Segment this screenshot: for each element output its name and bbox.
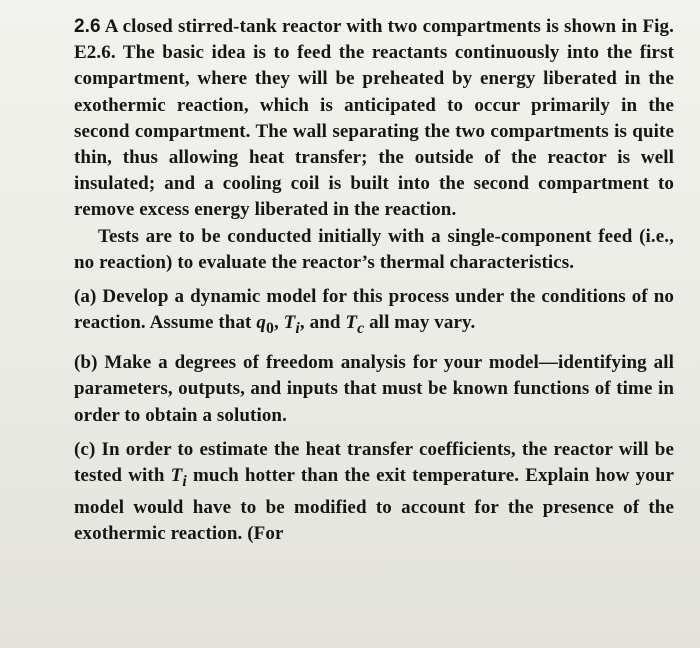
var-t-i: T bbox=[283, 312, 296, 334]
problem-intro-paragraph bbox=[74, 14, 674, 224]
var-t-i-c: T bbox=[170, 465, 183, 487]
part-c bbox=[74, 437, 674, 548]
problem-intro: A closed stirred-tank reactor with two compartments is shown in Fig. E2.6. The basic idea is to feed the reactants continuously into the first compartment, where they will be preheated by energy liberated in the exothermic reaction, which is anticipated to occur primarily in the second compartment. The wall separating the two compartments is quite thin, thus allowing heat transfer; the outside of the reactor is well insulated; and a cooling coil is built into the second compartment to remove excess energy liberated in the reaction. bbox=[74, 16, 674, 221]
problem-number: 2.6 bbox=[74, 16, 101, 37]
part-a bbox=[74, 284, 674, 342]
part-a-label: (a) bbox=[74, 286, 97, 308]
sub-i-c: i bbox=[182, 472, 187, 490]
tests-paragraph: Tests are to be conducted initially with a single-component feed (i.e., no reaction) to evaluate the reactor’s thermal characteristics. bbox=[74, 225, 674, 273]
var-t-c: T bbox=[345, 312, 358, 334]
sub-i: i bbox=[295, 320, 300, 338]
part-b-label: (b) bbox=[74, 352, 98, 374]
problem-text bbox=[74, 14, 674, 547]
part-a-text-2: all may vary. bbox=[364, 312, 476, 334]
part-a-sep-2: , and bbox=[299, 312, 346, 334]
part-a-sep-1: , bbox=[273, 312, 284, 334]
part-c-label: (c) bbox=[74, 438, 96, 460]
sub-q: 0 bbox=[265, 320, 274, 338]
part-b-text: Make a degrees of freedom analysis for your model—identifying all parameters, outputs, and inputs that must be known functions of time in order to obtain a solution. bbox=[74, 352, 674, 426]
part-c-text-1: In order to estimate the heat transfer coefficients, the reactor will be tested with bbox=[74, 438, 674, 487]
part-b bbox=[74, 350, 674, 429]
part-a-text-1: Develop a dynamic model for this process under the conditions of no reaction. Assume that bbox=[74, 286, 674, 334]
part-c-text-2: much hotter than the exit temperature. Explain how your model would have to be modified to account for the presence of the exothermic reaction. (For bbox=[74, 465, 675, 545]
var-q: q bbox=[256, 312, 266, 334]
sub-c: c bbox=[357, 320, 365, 338]
